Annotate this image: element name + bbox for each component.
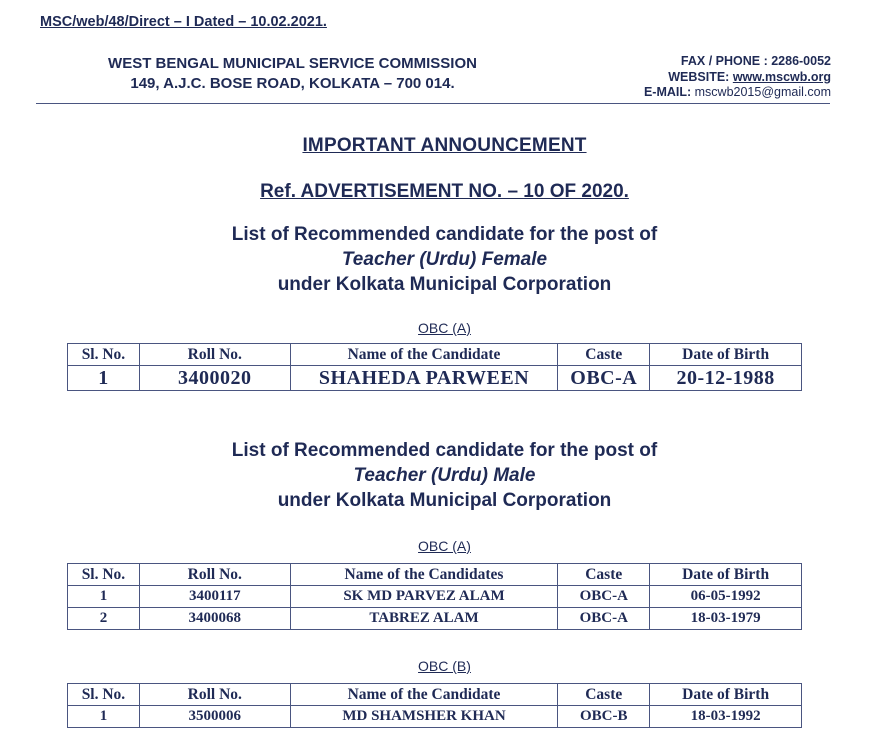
table-row — [68, 706, 802, 728]
email-address[interactable]: mscwb2015@gmail.com — [694, 85, 831, 99]
column-header: Roll No. — [139, 684, 290, 706]
section-heading-line1: List of Recommended candidate for the post of — [231, 440, 658, 461]
column-header: Date of Birth — [650, 684, 802, 706]
section-male-heading — [0, 438, 889, 513]
header-divider — [36, 103, 830, 104]
column-header: Caste — [558, 564, 650, 586]
section-heading-line1: List of Recommended candidate for the post of — [231, 224, 658, 245]
table-row — [68, 586, 802, 608]
column-header: Sl. No. — [68, 684, 140, 706]
section-post-title: Teacher (Urdu) Male — [353, 465, 536, 486]
cell-name: SHAHEDA PARWEEN — [290, 366, 558, 391]
female-obc-a-table — [67, 343, 802, 391]
cell-caste: OBC-A — [558, 366, 650, 391]
fax-phone: FAX / PHONE : 2286-0052 — [680, 54, 831, 68]
table-row — [68, 366, 802, 391]
cell-dob: 18-03-1992 — [650, 706, 802, 728]
advertisement-reference: Ref. ADVERTISEMENT NO. – 10 OF 2020. — [260, 181, 629, 202]
website-link[interactable]: www.mscwb.org — [732, 69, 831, 84]
section-female-heading — [0, 222, 889, 297]
column-header: Name of the Candidates — [290, 564, 558, 586]
cell-name: MD SHAMSHER KHAN — [290, 706, 558, 728]
table-header-row — [68, 564, 802, 586]
cell-roll-no: 3400117 — [139, 586, 290, 608]
cell-caste: OBC-A — [558, 586, 650, 608]
column-header: Sl. No. — [68, 344, 140, 366]
column-header: Sl. No. — [68, 564, 140, 586]
cell-dob: 20-12-1988 — [650, 366, 802, 391]
cell-sl-no: 1 — [68, 586, 140, 608]
table-header-row — [68, 684, 802, 706]
announcement-title: IMPORTANT ANNOUNCEMENT — [302, 135, 587, 156]
column-header: Date of Birth — [650, 564, 802, 586]
website-label: WEBSITE: — [668, 69, 733, 84]
cell-roll-no: 3500006 — [139, 706, 290, 728]
table-row — [68, 608, 802, 630]
organization-address: 149, A.J.C. BOSE ROAD, KOLKATA – 700 014. — [130, 75, 455, 92]
column-header: Name of the Candidate — [290, 344, 558, 366]
category-label: OBC (A) — [418, 538, 471, 554]
table-header-row — [68, 344, 802, 366]
category-label: OBC (B) — [418, 658, 471, 674]
section-heading-line3: under Kolkata Municipal Corporation — [277, 274, 612, 295]
cell-sl-no: 2 — [68, 608, 140, 630]
column-header: Caste — [558, 344, 650, 366]
cell-caste: OBC-B — [558, 706, 650, 728]
male-obc-b-table — [67, 683, 802, 728]
cell-sl-no: 1 — [68, 706, 140, 728]
cell-roll-no: 3400068 — [139, 608, 290, 630]
email-line — [644, 85, 831, 101]
organization-name: WEST BENGAL MUNICIPAL SERVICE COMMISSION — [108, 55, 477, 72]
email-label: E-MAIL: — [643, 85, 695, 99]
organization-block — [40, 54, 545, 94]
cell-name: TABREZ ALAM — [290, 608, 558, 630]
reference-line: MSC/web/48/Direct – I Dated – 10.02.2021. — [40, 14, 327, 30]
cell-dob: 18-03-1979 — [650, 608, 802, 630]
cell-caste: OBC-A — [558, 608, 650, 630]
cell-roll-no: 3400020 — [139, 366, 290, 391]
male-obc-a-table — [67, 563, 802, 630]
website-line — [644, 70, 831, 86]
cell-name: SK MD PARVEZ ALAM — [290, 586, 558, 608]
column-header: Date of Birth — [650, 344, 802, 366]
cell-sl-no: 1 — [68, 366, 140, 391]
column-header: Roll No. — [139, 564, 290, 586]
section-heading-line3: under Kolkata Municipal Corporation — [277, 490, 612, 511]
contact-block — [644, 54, 831, 101]
section-post-title: Teacher (Urdu) Female — [341, 249, 548, 270]
column-header: Caste — [558, 684, 650, 706]
category-label: OBC (A) — [418, 320, 471, 336]
cell-dob: 06-05-1992 — [650, 586, 802, 608]
column-header: Name of the Candidate — [290, 684, 558, 706]
column-header: Roll No. — [139, 344, 290, 366]
